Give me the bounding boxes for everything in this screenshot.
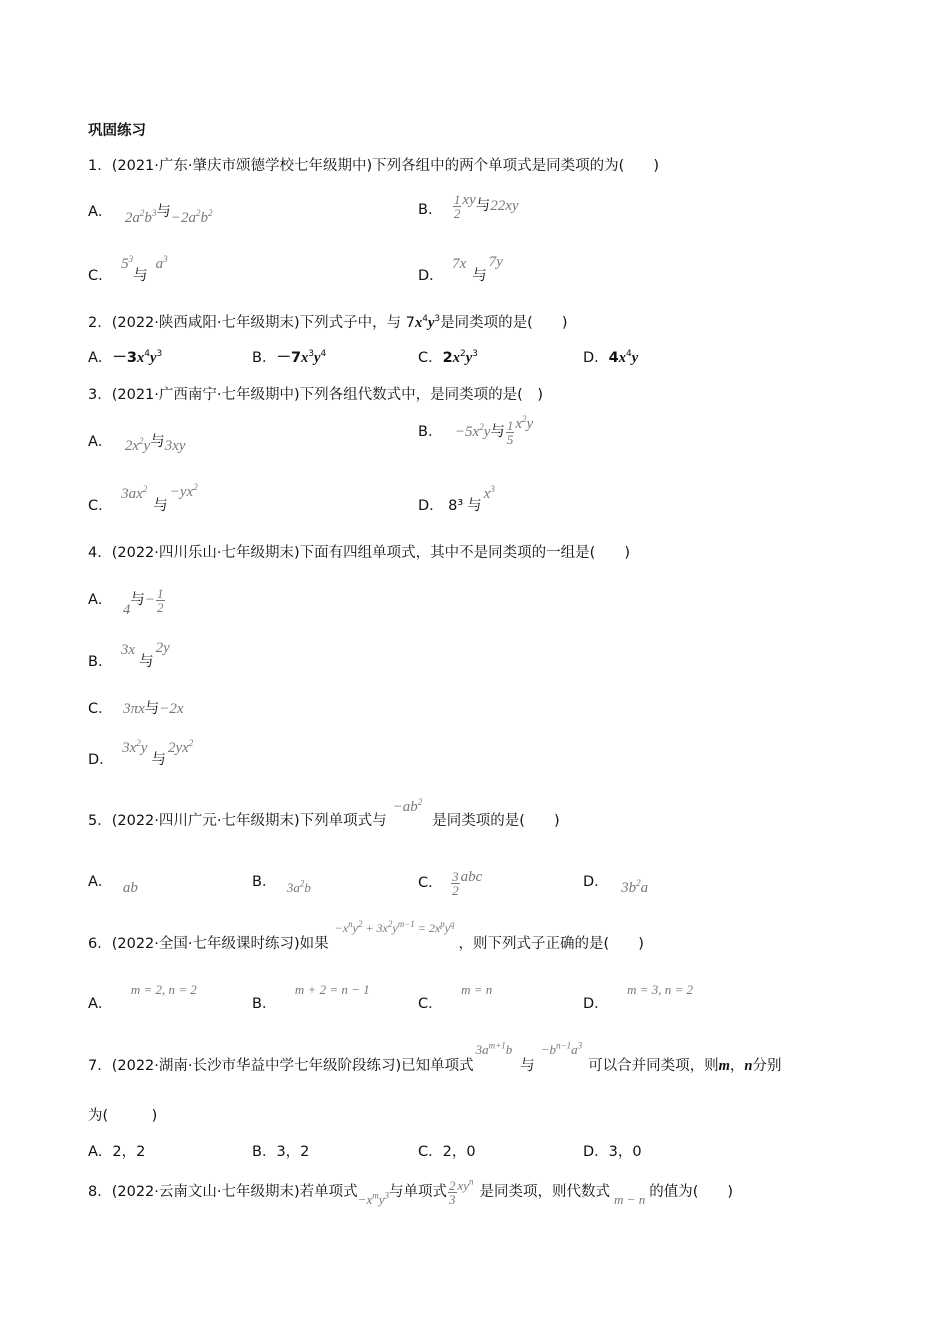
q3-stem: 3．(2021·广西南宁·七年级期中)下列各组代数式中，是同类项的是( ): [88, 387, 543, 403]
q3-option-d[interactable]: D． 8³ 与$x^3$: [418, 484, 495, 514]
q3-option-a[interactable]: A． $2x^2y$与3xy: [88, 434, 186, 454]
q1-option-a[interactable]: A． $2a^2b^3$与$-2a^2b^2$: [88, 204, 213, 226]
q6-option-c[interactable]: C． m = n: [418, 982, 493, 1012]
q6-option-a[interactable]: A． m = 2, n = 2: [88, 982, 197, 1012]
q1-option-c[interactable]: C． $5^3$与$a^3$: [88, 254, 168, 284]
q7-stem: 7．(2022·湖南·长沙市华益中学七年级阶段练习)已知单项式$3a^{m+1}b$与$-b^{n-1}a^3$可以合并同类项，则m，n分别: [88, 1040, 782, 1074]
q4-option-a[interactable]: A． 4与− $\frac{1}{2}$: [88, 585, 164, 618]
section-title: 巩固练习: [88, 123, 146, 139]
q6-option-b[interactable]: B． m + 2 = n − 1: [252, 982, 370, 1012]
q4-stem: 4．(2022·四川乐山·七年级期末)下面有四组单项式，其中不是同类项的一组是( ): [88, 545, 630, 561]
q5-stem: 5．(2022·四川广元·七年级期末)下列单项式与$-ab^2$是同类项的是( ): [88, 797, 560, 829]
q2-option-d[interactable]: D．$4x^4y$: [583, 349, 639, 366]
q3-option-b[interactable]: B． $-5x^2y$与 $\frac{1}{5}$ $x^2y$: [418, 414, 534, 447]
q8-stem: 8．(2022·云南文山·七年级期末)若单项式$-x^my^3$与单项式 $\frac{2}{3}$ $xy^n$是同类项，则代数式 m − n 的值为( ): [88, 1176, 734, 1207]
q1-a-expr: $2a^2b^3$: [124, 208, 157, 226]
q4-option-d[interactable]: D． $3x^2y$与$2yx^2$: [88, 738, 194, 768]
q3-option-c[interactable]: C． $3ax^2$与$-yx^2$: [88, 482, 198, 514]
q6-stem: 6．(2022·全国·七年级课时练习)如果$^{-x^ny^2 + 3x^2y^{m-1} = 2x^py^q}$，则下列式子正确的是( ): [88, 919, 644, 952]
q7-option-b[interactable]: B．3，2: [252, 1144, 310, 1160]
q5-option-b[interactable]: B． $3a^2b$: [252, 874, 311, 895]
q5-option-a[interactable]: A． ab: [88, 874, 138, 896]
q2-option-b[interactable]: B．$-7x^3y^4$: [252, 349, 327, 366]
q7-option-d[interactable]: D．3，0: [583, 1144, 642, 1160]
q7-option-c[interactable]: C．2，0: [418, 1144, 476, 1160]
q5-option-d[interactable]: D． $3b^2a$: [583, 874, 649, 896]
q1-stem: 1．(2021·广东·肇庆市颂德学校七年级期中)下列各组中的两个单项式是同类项的为( ): [88, 158, 659, 174]
q4-option-b[interactable]: B． 3x与2y: [88, 640, 170, 670]
q6-option-d[interactable]: D． m = 3, n = 2: [583, 982, 694, 1012]
q2-option-c[interactable]: C．$2x^2y^3$: [418, 349, 478, 366]
q1-option-b[interactable]: B． $\frac{1}{2}$ xy与22xy: [418, 191, 519, 221]
q2-option-a[interactable]: A．$-3x^4y^3$: [88, 349, 163, 366]
q4-option-c[interactable]: C． 3πx与−2x: [88, 701, 184, 717]
q1-option-d[interactable]: D． 7x与7y: [418, 254, 503, 284]
q5-option-c[interactable]: C． $\frac{3}{2}$ abc: [418, 868, 483, 898]
q7-stem-line2: 为( ): [88, 1108, 158, 1124]
q2-stem: 2．(2022·陕西咸阳·七年级期末)下列式子中，与 $7x^4y^3$是同类项的是( ): [88, 314, 568, 331]
q7-option-a[interactable]: A．2，2: [88, 1144, 146, 1160]
